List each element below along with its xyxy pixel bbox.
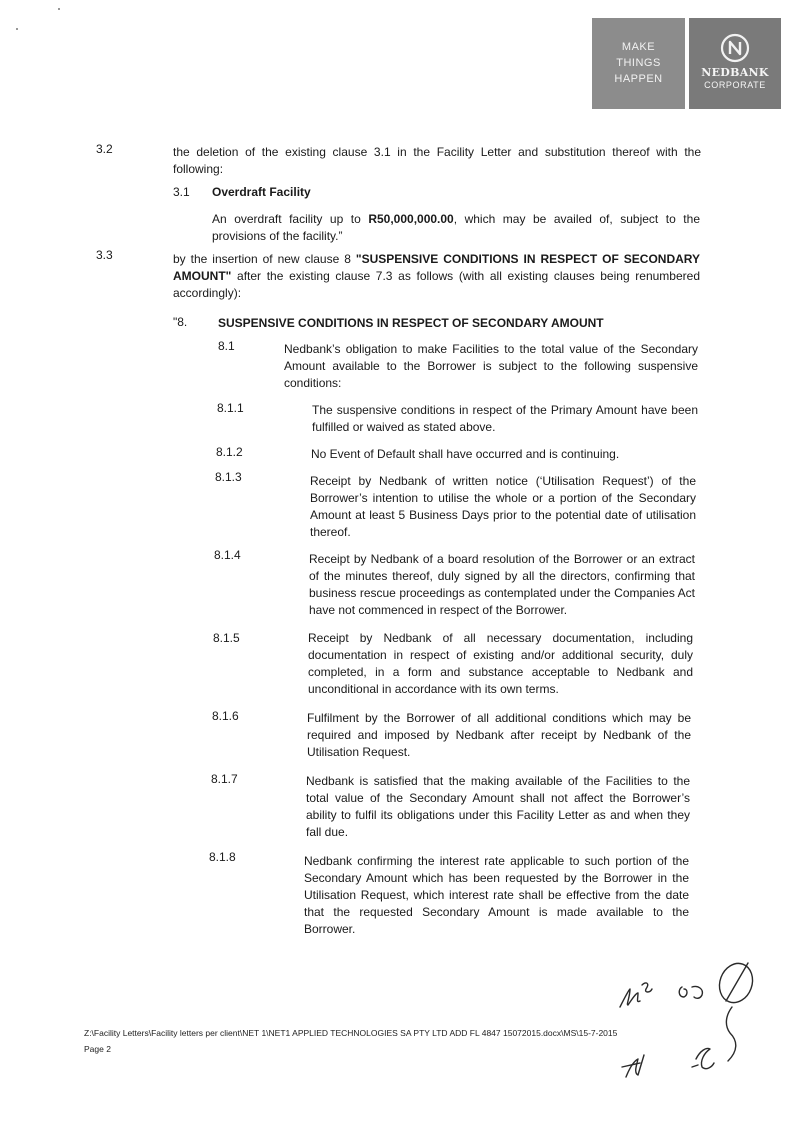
clause-text: the deletion of the existing clause 3.1 in the Facility Letter and substitution thereof with the following: <box>173 145 701 176</box>
clause-number: 8.1 <box>218 339 235 353</box>
clause-title: SUSPENSIVE CONDITIONS IN RESPECT OF SECONDARY AMOUNT <box>218 316 604 330</box>
item-number: 8.1.7 <box>211 772 238 786</box>
page-number: Page 2 <box>84 1044 111 1054</box>
text-run: after the existing clause 7.3 as follows (with all existing clauses being renumbered accordingly): <box>173 269 700 300</box>
brand-sub: CORPORATE <box>704 80 766 90</box>
item-text: Receipt by Nedbank of all necessary documentation, including documentation in respect of existing and/or additional security, duly completed, in a form and substance acceptable to Nedbank and unconditional in accordance with its own terms. <box>308 631 693 696</box>
file-path: Z:\Facility Letters\Facility letters per client\NET 1\NET1 APPLIED TECHNOLOGIES SA PTY LTD ADD FL 4847 15072015.docx\MS\15-7-2015 <box>84 1028 618 1038</box>
slogan-block <box>592 18 685 109</box>
subclause-number: 3.1 <box>173 185 190 199</box>
clause-number: 3.3 <box>96 248 113 262</box>
item-text: Nedbank confirming the interest rate applicable to such portion of the Secondary Amount which has been requested by the Borrower in the Utilisation Request, which interest rate shall be effective from the date that the requested Secondary Amount is made available to the Borrower. <box>304 854 689 936</box>
clause-number: "8. <box>173 315 188 329</box>
clause-text: Nedbank’s obligation to make Facilities to the total value of the Secondary Amount available to the Borrower is subject to the following suspensive conditions: <box>284 342 698 390</box>
text-run: by the insertion of new clause 8 <box>173 252 356 266</box>
nedbank-logo <box>689 18 781 109</box>
slogan-line: MAKE <box>621 41 656 53</box>
subclause-text <box>212 211 700 245</box>
item-text: The suspensive conditions in respect of the Primary Amount have been fulfilled or waived as stated above. <box>312 403 698 434</box>
item-number: 8.1.2 <box>216 445 243 459</box>
item-text: No Event of Default shall have occurred and is continuing. <box>311 447 620 461</box>
slogan-line: THINGS <box>616 57 661 69</box>
item-number: 8.1.4 <box>214 548 241 562</box>
subclause-title: Overdraft Facility <box>212 185 311 199</box>
slogan-line: HAPPEN <box>614 73 663 85</box>
item-text: Fulfilment by the Borrower of all additional conditions which may be required and imposed by Nedbank after receipt by Nedbank of the Utilisation Request. <box>307 711 691 759</box>
item-number: 8.1.6 <box>212 709 239 723</box>
clause-heading-inline: "SUSPENSIVE CONDITIONS IN RESPECT OF SECONDARY AMOUNT" <box>173 252 700 283</box>
item-number: 8.1.1 <box>217 401 244 415</box>
item-text: Receipt by Nedbank of written notice (‘Utilisation Request’) of the Borrower’s intention to utilise the whole or a portion of the Secondary Amount at least 5 Business Days prior to the potential date of utilisation thereof. <box>310 474 696 539</box>
handwritten-initials <box>600 955 790 1085</box>
nedbank-emblem-icon <box>720 33 750 63</box>
item-number: 8.1.3 <box>215 470 242 484</box>
facility-amount: R50,000,000.00 <box>368 212 454 226</box>
item-text: Nedbank is satisfied that the making available of the Facilities to the total value of the Secondary Amount shall not affect the Borrower’s ability to fulfil its obligations under this Facility Letter as and when they fall due. <box>306 774 690 839</box>
item-text: Receipt by Nedbank of a board resolution of the Borrower or an extract of the minutes thereof, duly signed by all the directors, confirming that business rescue proceedings as contemplated under the Companies Act have not commenced in respect of the Borrower. <box>309 552 695 617</box>
clause-number: 3.2 <box>96 142 113 156</box>
item-number: 8.1.5 <box>213 631 240 645</box>
text-run: An overdraft facility up to <box>212 212 369 226</box>
scan-speck <box>16 28 18 30</box>
brand-name: NEDBANK <box>701 66 769 79</box>
item-number: 8.1.8 <box>209 850 236 864</box>
scan-speck <box>58 8 60 10</box>
text-run: , which may be availed of, subject to the provisions of the facility.” <box>212 212 700 243</box>
clause-text <box>173 251 700 302</box>
